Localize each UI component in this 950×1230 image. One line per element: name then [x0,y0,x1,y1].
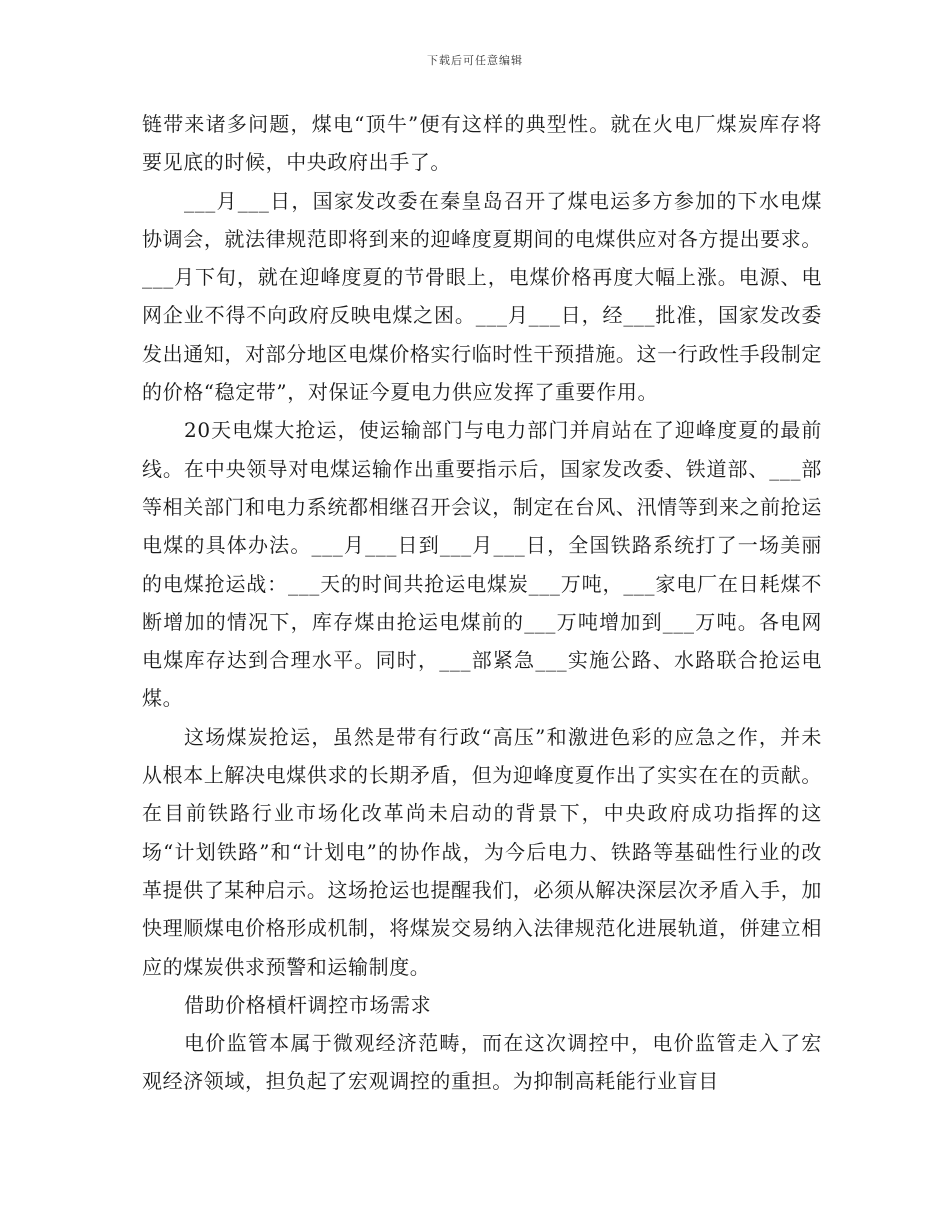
section-heading-price-lever: 借助价格槓杆调控市场需求 [184,992,432,1017]
page-header-watermark: 下载后可任意编辑 [427,54,523,67]
paragraph-continuation: 链带来诸多问题，煤电“顶牛”便有这样的典型性。就在火电厂煤炭库存将要见底的时候，中央政府出手了。 [142,112,822,175]
document-body [142,105,822,1101]
paragraph-price-regulation: 电价监管本属于微观经济范畴，而在这次调控中，电价监管走入了宏观经济领域，担负起了宏观调控的重担。为抑制高耗能行业盲目 [142,1031,822,1094]
paragraph-coal-transport: 20天电煤大抢运，使运输部门与电力部门并肩站在了迎峰度夏的最前线。在中央领导对电煤运输作出重要指示后，国家发改委、铁道部、___部等相关部门和电力系统都相继召开会议，制定在台风、汛情等到来之前抢运电煤的具体办法。___月___日到___月___日，全国铁路系统打了一场美丽的电煤抢运战：___天的时间共抢运电煤炭___万吨，___家电厂在日耗煤不断增加的情况下，库存煤由抢运电煤前的___万吨增加到___万吨。各电网电煤库存达到合理水平。同时，___部紧急___实施公路、水路联合抢运电煤。 [142,418,822,711]
paragraph-coordination-meeting: ___月___日，国家发改委在秦皇岛召开了煤电运多方参加的下水电煤协调会，就法律规范即将到来的迎峰度夏期间的电煤供应对各方提出要求。___月下旬，就在迎峰度夏的节骨眼上，电煤价格再度大幅上涨。电源、电网企业不得不向政府反映电煤之困。___月___日，经___批准，国家发改委发出通知，对部分地区电煤价格实行临时性干预措施。这一行政性手段制定的价格“稳定带”，对保证今夏电力供应发挥了重要作用。 [142,188,822,405]
paragraph-transport-contribution: 这场煤炭抢运，虽然是带有行政“高压”和激进色彩的应急之作，并未从根本上解决电煤供求的长期矛盾，但为迎峰度夏作出了实实在在的贡献。在目前铁路行业市场化改革尚未启动的背景下，中央政府成功指挥的这场“计划铁路”和“计划电”的协作战，为今后电力、铁路等基础性行业的改革提供了某种启示。这场抢运也提醒我们，必须从解决深层次矛盾入手，加快理顺煤电价格形成机制，将煤炭交易纳入法律规范化进展轨道，併建立相应的煤炭供求预警和运输制度。 [142,724,822,979]
